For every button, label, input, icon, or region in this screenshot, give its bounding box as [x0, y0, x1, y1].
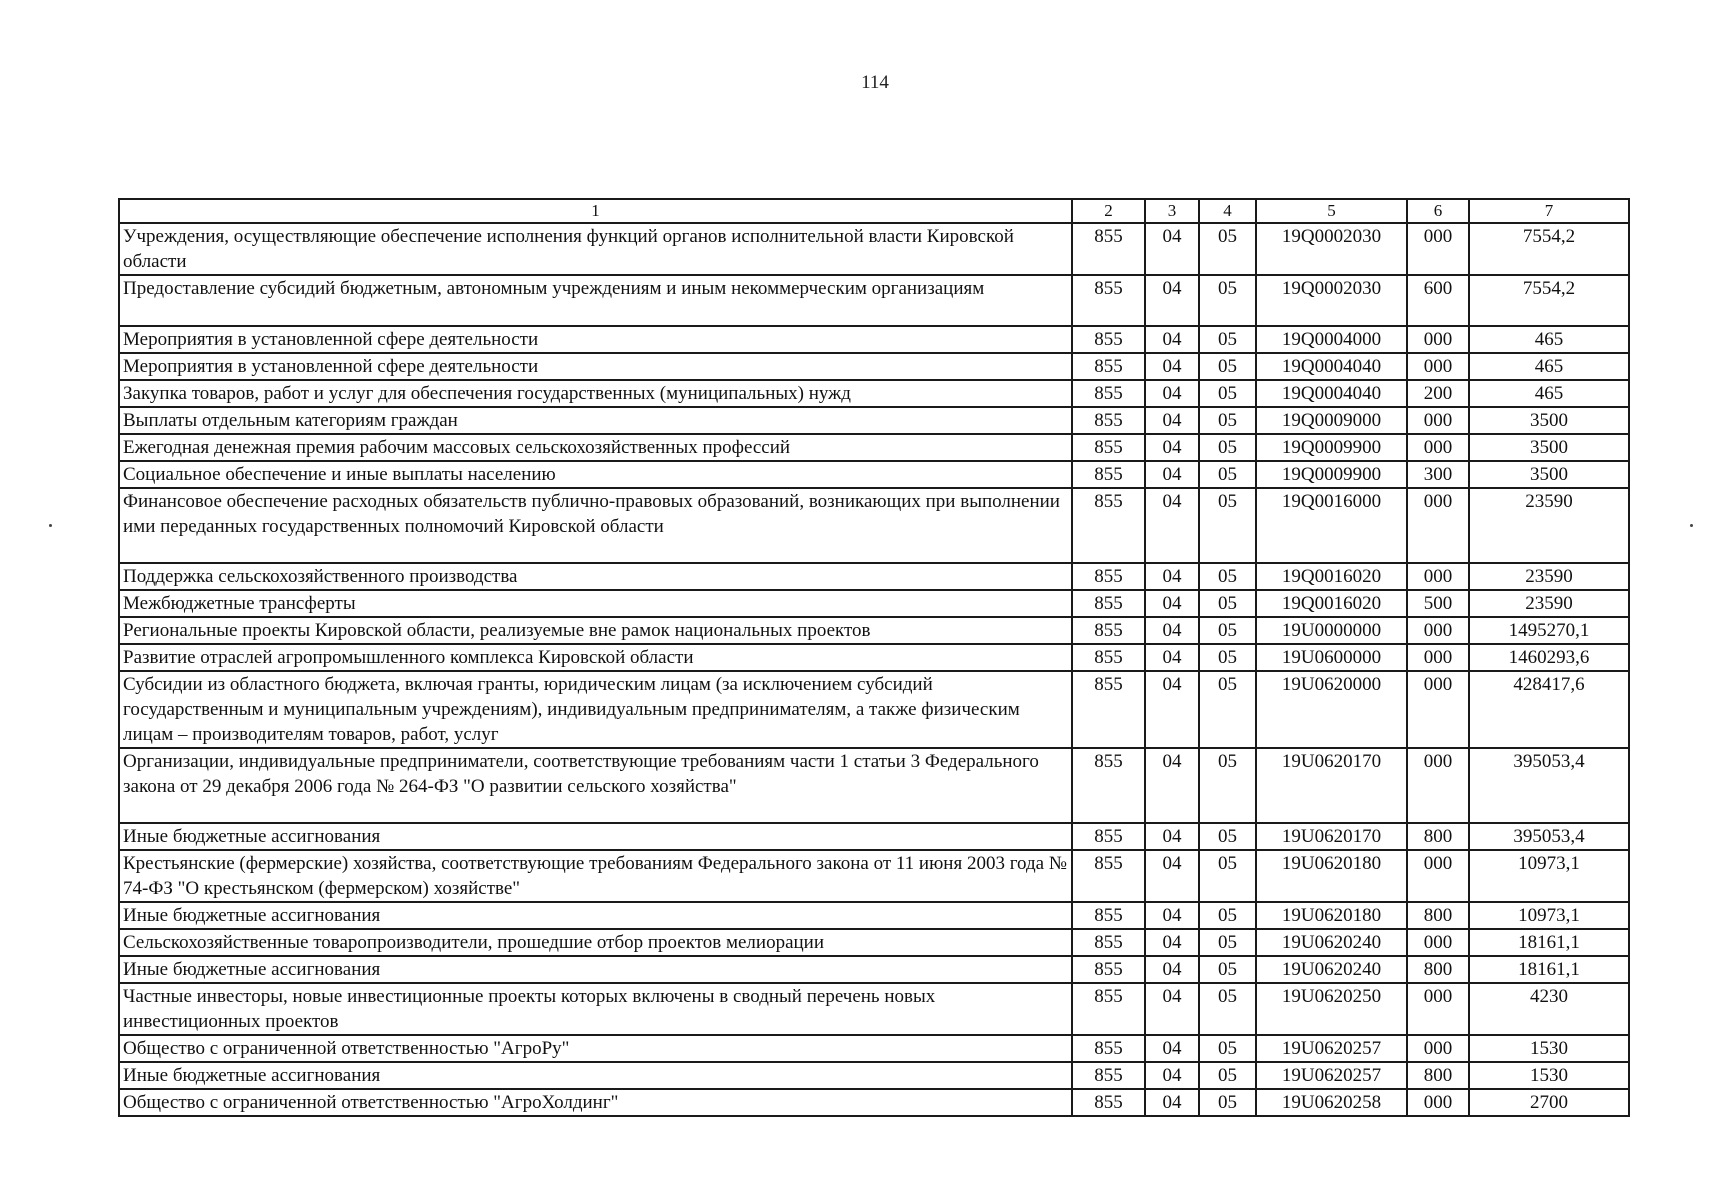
amount-cell: 465 — [1469, 326, 1629, 353]
row-name-cell: Иные бюджетные ассигнования — [119, 1062, 1072, 1089]
subsection-code-cell: 05 — [1199, 983, 1256, 1035]
section-code-cell: 04 — [1145, 644, 1199, 671]
expense-type-cell: 500 — [1407, 590, 1469, 617]
target-article-cell: 19Q0016020 — [1256, 590, 1407, 617]
table-row — [119, 644, 1629, 671]
subsection-code-cell: 05 — [1199, 748, 1256, 823]
subsection-code-cell: 05 — [1199, 850, 1256, 902]
subsection-code-cell: 05 — [1199, 671, 1256, 748]
gl-admin-code-cell: 855 — [1072, 434, 1145, 461]
section-code-cell: 04 — [1145, 823, 1199, 850]
target-article-cell: 19U0620257 — [1256, 1035, 1407, 1062]
target-article-cell: 19Q0009900 — [1256, 434, 1407, 461]
expense-type-cell: 300 — [1407, 461, 1469, 488]
target-article-cell: 19Q0002030 — [1256, 223, 1407, 275]
section-code-cell: 04 — [1145, 983, 1199, 1035]
table-row — [119, 223, 1629, 275]
table-row — [119, 929, 1629, 956]
gl-admin-code-cell: 855 — [1072, 563, 1145, 590]
row-name-cell: Иные бюджетные ассигнования — [119, 902, 1072, 929]
target-article-cell: 19Q0009900 — [1256, 461, 1407, 488]
table-row — [119, 380, 1629, 407]
section-code-cell: 04 — [1145, 380, 1199, 407]
column-header: 6 — [1407, 199, 1469, 223]
amount-cell: 10973,1 — [1469, 902, 1629, 929]
table-row — [119, 671, 1629, 748]
expense-type-cell: 000 — [1407, 1089, 1469, 1116]
section-code-cell: 04 — [1145, 1089, 1199, 1116]
subsection-code-cell: 05 — [1199, 563, 1256, 590]
table-row — [119, 983, 1629, 1035]
gl-admin-code-cell: 855 — [1072, 223, 1145, 275]
row-name-cell: Социальное обеспечение и иные выплаты населению — [119, 461, 1072, 488]
expense-type-cell: 200 — [1407, 380, 1469, 407]
amount-cell: 10973,1 — [1469, 850, 1629, 902]
subsection-code-cell: 05 — [1199, 1062, 1256, 1089]
section-code-cell: 04 — [1145, 850, 1199, 902]
subsection-code-cell: 05 — [1199, 929, 1256, 956]
target-article-cell: 19U0600000 — [1256, 644, 1407, 671]
row-name-cell: Региональные проекты Кировской области, реализуемые вне рамок национальных проектов — [119, 617, 1072, 644]
subsection-code-cell: 05 — [1199, 823, 1256, 850]
gl-admin-code-cell: 855 — [1072, 275, 1145, 326]
table-row — [119, 850, 1629, 902]
expense-type-cell: 000 — [1407, 407, 1469, 434]
row-name-cell: Субсидии из областного бюджета, включая гранты, юридическим лицам (за исключением субсидий государственным и муниципальным учреждениям), индивидуальным предпринимателям, а также физическим лицам – производителям товаров, работ, услуг — [119, 671, 1072, 748]
gl-admin-code-cell: 855 — [1072, 461, 1145, 488]
target-article-cell: 19U0000000 — [1256, 617, 1407, 644]
amount-cell: 7554,2 — [1469, 275, 1629, 326]
row-name-cell: Мероприятия в установленной сфере деятельности — [119, 326, 1072, 353]
amount-cell: 4230 — [1469, 983, 1629, 1035]
expense-type-cell: 000 — [1407, 748, 1469, 823]
row-name-cell: Частные инвесторы, новые инвестиционные проекты которых включены в сводный перечень новых инвестиционных проектов — [119, 983, 1072, 1035]
row-name-cell: Финансовое обеспечение расходных обязательств публично-правовых образований, возникающих при выполнении ими переданных государственных полномочий Кировской области — [119, 488, 1072, 563]
row-name-cell: Крестьянские (фермерские) хозяйства, соответствующие требованиям Федерального закона от 11 июня 2003 года № 74-ФЗ "О крестьянском (фермерском) хозяйстве" — [119, 850, 1072, 902]
target-article-cell: 19U0620240 — [1256, 929, 1407, 956]
scan-speck — [49, 524, 52, 527]
subsection-code-cell: 05 — [1199, 617, 1256, 644]
section-code-cell: 04 — [1145, 929, 1199, 956]
subsection-code-cell: 05 — [1199, 1089, 1256, 1116]
subsection-code-cell: 05 — [1199, 1035, 1256, 1062]
expense-type-cell: 800 — [1407, 902, 1469, 929]
subsection-code-cell: 05 — [1199, 380, 1256, 407]
amount-cell: 3500 — [1469, 461, 1629, 488]
gl-admin-code-cell: 855 — [1072, 850, 1145, 902]
table-row — [119, 461, 1629, 488]
table-header-row — [119, 199, 1629, 223]
table-row — [119, 275, 1629, 326]
table-row — [119, 434, 1629, 461]
table-row — [119, 590, 1629, 617]
section-code-cell: 04 — [1145, 407, 1199, 434]
amount-cell: 23590 — [1469, 488, 1629, 563]
subsection-code-cell: 05 — [1199, 275, 1256, 326]
expense-type-cell: 600 — [1407, 275, 1469, 326]
section-code-cell: 04 — [1145, 563, 1199, 590]
table-row — [119, 488, 1629, 563]
target-article-cell: 19U0620258 — [1256, 1089, 1407, 1116]
row-name-cell: Развитие отраслей агропромышленного комплекса Кировской области — [119, 644, 1072, 671]
gl-admin-code-cell: 855 — [1072, 983, 1145, 1035]
gl-admin-code-cell: 855 — [1072, 902, 1145, 929]
row-name-cell: Поддержка сельскохозяйственного производства — [119, 563, 1072, 590]
row-name-cell: Сельскохозяйственные товаропроизводители, прошедшие отбор проектов мелиорации — [119, 929, 1072, 956]
section-code-cell: 04 — [1145, 902, 1199, 929]
budget-table — [118, 198, 1630, 1117]
row-name-cell: Мероприятия в установленной сфере деятельности — [119, 353, 1072, 380]
section-code-cell: 04 — [1145, 1035, 1199, 1062]
gl-admin-code-cell: 855 — [1072, 617, 1145, 644]
subsection-code-cell: 05 — [1199, 644, 1256, 671]
column-header: 5 — [1256, 199, 1407, 223]
column-header: 2 — [1072, 199, 1145, 223]
amount-cell: 2700 — [1469, 1089, 1629, 1116]
amount-cell: 428417,6 — [1469, 671, 1629, 748]
section-code-cell: 04 — [1145, 353, 1199, 380]
target-article-cell: 19Q0016020 — [1256, 563, 1407, 590]
amount-cell: 3500 — [1469, 407, 1629, 434]
target-article-cell: 19Q0002030 — [1256, 275, 1407, 326]
row-name-cell: Общество с ограниченной ответственностью "АгроХолдинг" — [119, 1089, 1072, 1116]
row-name-cell: Закупка товаров, работ и услуг для обеспечения государственных (муниципальных) нужд — [119, 380, 1072, 407]
section-code-cell: 04 — [1145, 617, 1199, 644]
target-article-cell: 19U0620250 — [1256, 983, 1407, 1035]
amount-cell: 23590 — [1469, 563, 1629, 590]
subsection-code-cell: 05 — [1199, 353, 1256, 380]
column-header: 7 — [1469, 199, 1629, 223]
section-code-cell: 04 — [1145, 434, 1199, 461]
amount-cell: 395053,4 — [1469, 823, 1629, 850]
table-row — [119, 326, 1629, 353]
target-article-cell: 19Q0009000 — [1256, 407, 1407, 434]
scan-speck — [1690, 524, 1693, 527]
section-code-cell: 04 — [1145, 275, 1199, 326]
expense-type-cell: 000 — [1407, 671, 1469, 748]
table-row — [119, 902, 1629, 929]
row-name-cell: Общество с ограниченной ответственностью "АгроРу" — [119, 1035, 1072, 1062]
target-article-cell: 19Q0004040 — [1256, 380, 1407, 407]
amount-cell: 18161,1 — [1469, 929, 1629, 956]
expense-type-cell: 000 — [1407, 434, 1469, 461]
expense-type-cell: 000 — [1407, 644, 1469, 671]
expense-type-cell: 000 — [1407, 617, 1469, 644]
table-row — [119, 748, 1629, 823]
gl-admin-code-cell: 855 — [1072, 326, 1145, 353]
section-code-cell: 04 — [1145, 223, 1199, 275]
subsection-code-cell: 05 — [1199, 590, 1256, 617]
row-name-cell: Ежегодная денежная премия рабочим массовых сельскохозяйственных профессий — [119, 434, 1072, 461]
row-name-cell: Выплаты отдельным категориям граждан — [119, 407, 1072, 434]
gl-admin-code-cell: 855 — [1072, 1062, 1145, 1089]
section-code-cell: 04 — [1145, 956, 1199, 983]
target-article-cell: 19Q0016000 — [1256, 488, 1407, 563]
target-article-cell: 19Q0004000 — [1256, 326, 1407, 353]
target-article-cell: 19U0620170 — [1256, 823, 1407, 850]
amount-cell: 1530 — [1469, 1062, 1629, 1089]
amount-cell: 23590 — [1469, 590, 1629, 617]
gl-admin-code-cell: 855 — [1072, 644, 1145, 671]
row-name-cell: Учреждения, осуществляющие обеспечение исполнения функций органов исполнительной власти Кировской области — [119, 223, 1072, 275]
subsection-code-cell: 05 — [1199, 407, 1256, 434]
subsection-code-cell: 05 — [1199, 434, 1256, 461]
section-code-cell: 04 — [1145, 671, 1199, 748]
gl-admin-code-cell: 855 — [1072, 929, 1145, 956]
page-number: 114 — [861, 72, 889, 93]
table-row — [119, 353, 1629, 380]
gl-admin-code-cell: 855 — [1072, 1089, 1145, 1116]
amount-cell: 1460293,6 — [1469, 644, 1629, 671]
row-name-cell: Иные бюджетные ассигнования — [119, 823, 1072, 850]
gl-admin-code-cell: 855 — [1072, 380, 1145, 407]
expense-type-cell: 800 — [1407, 956, 1469, 983]
table-row — [119, 956, 1629, 983]
section-code-cell: 04 — [1145, 326, 1199, 353]
gl-admin-code-cell: 855 — [1072, 671, 1145, 748]
section-code-cell: 04 — [1145, 461, 1199, 488]
gl-admin-code-cell: 855 — [1072, 956, 1145, 983]
amount-cell: 18161,1 — [1469, 956, 1629, 983]
gl-admin-code-cell: 855 — [1072, 823, 1145, 850]
column-header: 4 — [1199, 199, 1256, 223]
section-code-cell: 04 — [1145, 748, 1199, 823]
expense-type-cell: 000 — [1407, 563, 1469, 590]
gl-admin-code-cell: 855 — [1072, 353, 1145, 380]
gl-admin-code-cell: 855 — [1072, 488, 1145, 563]
expense-type-cell: 800 — [1407, 1062, 1469, 1089]
amount-cell: 7554,2 — [1469, 223, 1629, 275]
table-row — [119, 563, 1629, 590]
subsection-code-cell: 05 — [1199, 956, 1256, 983]
section-code-cell: 04 — [1145, 590, 1199, 617]
expense-type-cell: 000 — [1407, 850, 1469, 902]
column-header: 3 — [1145, 199, 1199, 223]
section-code-cell: 04 — [1145, 1062, 1199, 1089]
subsection-code-cell: 05 — [1199, 461, 1256, 488]
row-name-cell: Организации, индивидуальные предприниматели, соответствующие требованиям части 1 статьи 3 Федерального закона от 29 декабря 2006 года № 264-ФЗ "О развитии сельского хозяйства" — [119, 748, 1072, 823]
amount-cell: 3500 — [1469, 434, 1629, 461]
row-name-cell: Предоставление субсидий бюджетным, автономным учреждениям и иным некоммерческим организациям — [119, 275, 1072, 326]
row-name-cell: Межбюджетные трансферты — [119, 590, 1072, 617]
target-article-cell: 19Q0004040 — [1256, 353, 1407, 380]
subsection-code-cell: 05 — [1199, 326, 1256, 353]
table-row — [119, 617, 1629, 644]
expense-type-cell: 000 — [1407, 488, 1469, 563]
subsection-code-cell: 05 — [1199, 902, 1256, 929]
subsection-code-cell: 05 — [1199, 223, 1256, 275]
expense-type-cell: 000 — [1407, 223, 1469, 275]
amount-cell: 1530 — [1469, 1035, 1629, 1062]
target-article-cell: 19U0620000 — [1256, 671, 1407, 748]
section-code-cell: 04 — [1145, 488, 1199, 563]
gl-admin-code-cell: 855 — [1072, 1035, 1145, 1062]
table-row — [119, 1062, 1629, 1089]
gl-admin-code-cell: 855 — [1072, 748, 1145, 823]
row-name-cell: Иные бюджетные ассигнования — [119, 956, 1072, 983]
target-article-cell: 19U0620257 — [1256, 1062, 1407, 1089]
gl-admin-code-cell: 855 — [1072, 407, 1145, 434]
expense-type-cell: 000 — [1407, 326, 1469, 353]
table-row — [119, 1035, 1629, 1062]
gl-admin-code-cell: 855 — [1072, 590, 1145, 617]
expense-type-cell: 000 — [1407, 1035, 1469, 1062]
subsection-code-cell: 05 — [1199, 488, 1256, 563]
target-article-cell: 19U0620170 — [1256, 748, 1407, 823]
amount-cell: 465 — [1469, 353, 1629, 380]
amount-cell: 395053,4 — [1469, 748, 1629, 823]
expense-type-cell: 800 — [1407, 823, 1469, 850]
target-article-cell: 19U0620180 — [1256, 850, 1407, 902]
table-row — [119, 407, 1629, 434]
amount-cell: 1495270,1 — [1469, 617, 1629, 644]
column-header: 1 — [119, 199, 1072, 223]
target-article-cell: 19U0620180 — [1256, 902, 1407, 929]
expense-type-cell: 000 — [1407, 353, 1469, 380]
expense-type-cell: 000 — [1407, 929, 1469, 956]
expense-type-cell: 000 — [1407, 983, 1469, 1035]
amount-cell: 465 — [1469, 380, 1629, 407]
target-article-cell: 19U0620240 — [1256, 956, 1407, 983]
table-row — [119, 1089, 1629, 1116]
table-row — [119, 823, 1629, 850]
